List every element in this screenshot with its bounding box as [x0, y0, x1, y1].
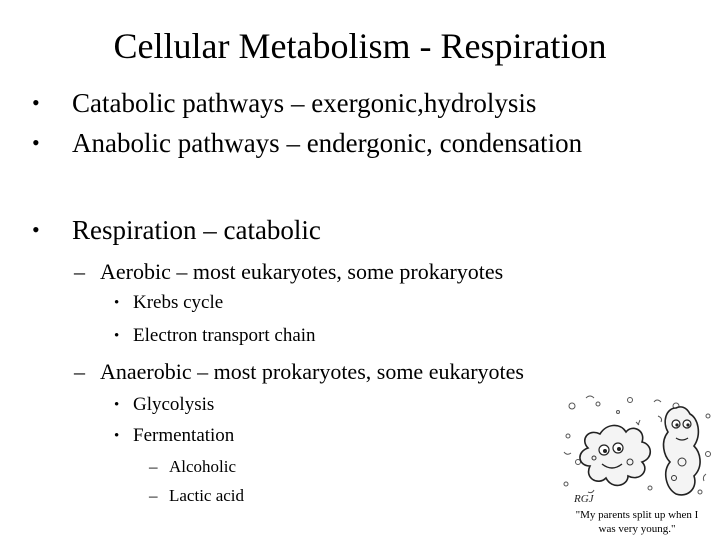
- dash-marker: –: [149, 486, 158, 505]
- list-item-text: Krebs cycle: [133, 292, 224, 313]
- cartoon-signature: RGJ: [574, 493, 594, 505]
- dash-marker: –: [74, 259, 85, 284]
- bullet-text: Respiration – catabolic: [72, 215, 321, 245]
- slide-title: Cellular Metabolism - Respiration: [113, 26, 607, 66]
- list-item-text: Alcoholic: [169, 457, 237, 476]
- sub-bullet-text: Anaerobic – most prokaryotes, some eukaryotes: [100, 359, 524, 384]
- bullet-marker: •: [114, 397, 120, 413]
- bullet-marker: •: [114, 295, 120, 311]
- bullet-marker: •: [32, 90, 40, 115]
- list-item-text: Glycolysis: [133, 394, 215, 415]
- list-item-text: Electron transport chain: [133, 325, 316, 346]
- bullet-marker: •: [114, 328, 120, 344]
- bullet-marker: •: [32, 130, 40, 155]
- bullet-text: Anabolic pathways – endergonic, condensation: [72, 128, 583, 158]
- dash-marker: –: [74, 359, 85, 384]
- cartoon-caption-line-1: "My parents split up when I: [575, 509, 699, 521]
- list-item-text: Fermentation: [133, 425, 235, 446]
- amoeba-cartoon: [558, 392, 716, 538]
- list-item-text: Lactic acid: [169, 486, 245, 505]
- bullet-marker: •: [114, 428, 120, 444]
- bullet-marker: •: [32, 217, 40, 242]
- cartoon-caption-line-2: was very young.": [598, 523, 676, 535]
- sub-bullet-text: Aerobic – most eukaryotes, some prokaryotes: [100, 259, 504, 284]
- bullet-text: Catabolic pathways – exergonic,hydrolysis: [72, 88, 537, 118]
- dash-marker: –: [149, 457, 158, 476]
